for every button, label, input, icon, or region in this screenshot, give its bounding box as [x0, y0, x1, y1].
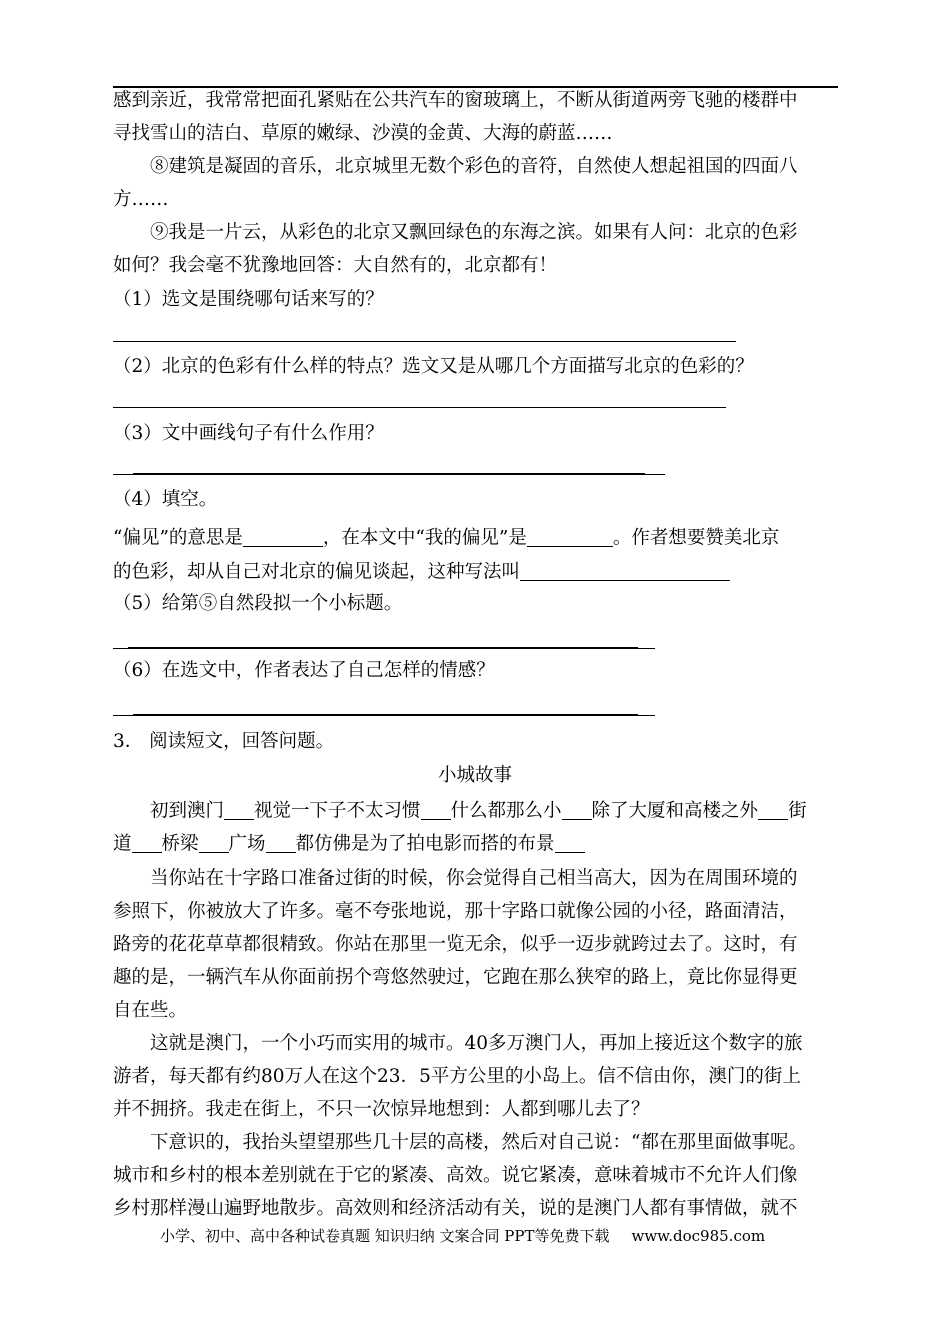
passage-line: 当你站在十字路口准备过街的时候，你会觉得自己相当高大，因为在周围环境的 [150, 868, 798, 889]
punct-blank[interactable] [562, 800, 592, 820]
punct-text: 初到澳门 [150, 800, 225, 822]
passage-line: 并不拥挤。我走在街上，不只一次惊异地想到：人都到哪儿去了？ [113, 1099, 650, 1120]
punct-text: 都仿佛是为了拍电影而搭的布景 [295, 833, 555, 855]
footer-text: 小学、初中、高中各种试卷真题 知识归纳 文案合同 PPT等免费下载 [160, 1227, 610, 1245]
passage-title: 小城故事 [438, 765, 513, 786]
passage-line: ⑧建筑是凝固的音乐，北京城里无数个彩色的音符，自然使人想起祖国的四面八 [150, 156, 798, 177]
passage-line: 路旁的花花草草都很精致。你站在那里一览无余，似乎一迈步就跨过去了。这时，有 [113, 934, 798, 955]
question-5: （5）给第⑤自然段拟一个小标题。 [113, 593, 403, 614]
punctuation-line-1 [150, 800, 807, 821]
footer-url[interactable]: www.doc985.com [631, 1227, 766, 1245]
q4-text-d: 的色彩，却从自己对北京的偏见谈起，这种写法叫 [113, 561, 521, 583]
passage-line: 自在些。 [113, 1000, 188, 1021]
punctuation-line-2 [113, 833, 585, 854]
punct-text: 桥梁 [161, 833, 199, 855]
answer-line-3-underline [133, 473, 645, 475]
punct-blank[interactable] [758, 800, 788, 820]
passage-line: 游者，每天都有约80万人在这个23．5平方公里的小岛上。信不信由你，澳门的街上 [113, 1066, 801, 1087]
passage-line: 寻找雪山的洁白、草原的嫩绿、沙漠的金黄、大海的蔚蓝…… [113, 123, 613, 144]
punct-text: 视觉一下子不太习惯 [254, 800, 421, 822]
question-4-line-2 [113, 561, 730, 582]
answer-line-1[interactable] [113, 341, 736, 342]
passage-line: 参照下，你被放大了许多。毫不夸张地说，那十字路口就像公园的小径，路面清洁， [113, 901, 798, 922]
punct-blank[interactable] [266, 833, 296, 853]
punct-blank[interactable] [132, 833, 162, 853]
q4-text-b: ，在本文中“我的偏见”是 [322, 527, 527, 549]
blank-writing-method[interactable] [520, 561, 730, 581]
passage-line: 这就是澳门，一个小巧而实用的城市。40多万澳门人，再加上接近这个数字的旅 [150, 1033, 803, 1054]
passage-line: 乡村那样漫山遍野地散步。高效则和经济活动有关，说的是澳门人都有事情做，就不 [113, 1198, 798, 1219]
punct-blank[interactable] [199, 833, 229, 853]
punct-blank[interactable] [224, 800, 254, 820]
passage-line: ⑨我是一片云，从彩色的北京又飘回绿色的东海之滨。如果有人问：北京的色彩 [150, 222, 798, 243]
punct-blank[interactable] [555, 833, 585, 853]
question-2: （2）北京的色彩有什么样的特点？选文又是从哪几个方面描写北京的色彩的？ [113, 356, 754, 377]
punct-blank[interactable] [421, 800, 451, 820]
q4-text-a: “偏见”的意思是 [113, 527, 243, 549]
punct-text: 什么都那么小 [450, 800, 562, 822]
punct-text: 广场 [228, 833, 266, 855]
passage-line: 感到亲近，我常常把面孔紧贴在公共汽车的窗玻璃上，不断从街道两旁飞驰的楼群中 [113, 90, 798, 111]
question-3: （3）文中画线句子有什么作用？ [113, 423, 384, 444]
blank-meaning[interactable] [243, 527, 323, 547]
blank-my-bias[interactable] [527, 527, 613, 547]
passage-line: 下意识的，我抬头望望那些几十层的高楼，然后对自己说：“都在那里面做事呢。 [150, 1132, 807, 1153]
punct-text: 街 [788, 800, 807, 822]
passage-line: 城市和乡村的根本差别就在于它的紧凑、高效。说它紧凑，意味着城市不允许人们像 [113, 1165, 798, 1186]
punct-text: 除了大厦和高楼之外 [591, 800, 759, 822]
footer [160, 1229, 765, 1244]
top-rule [113, 86, 838, 88]
answer-line-6-underline [133, 714, 638, 716]
passage-line: 如何？我会毫不犹豫地回答：大自然有的，北京都有！ [113, 255, 558, 276]
question-4: （4）填空。 [113, 489, 218, 510]
question-1: （1）选文是围绕哪句话来写的？ [113, 289, 384, 310]
passage-line: 方…… [113, 189, 169, 210]
answer-line-5-underline [128, 647, 638, 649]
q4-text-c: 。作者想要赞美北京 [612, 527, 780, 549]
question-4-line-1 [113, 527, 779, 548]
section-heading: 3． 阅读短文，回答问题。 [113, 731, 335, 752]
answer-line-2[interactable] [113, 407, 726, 408]
passage-line: 趣的是，一辆汽车从你面前拐个弯悠然驶过，它跑在那么狭窄的路上，竟比你显得更 [113, 967, 798, 988]
question-6: （6）在选文中，作者表达了自己怎样的情感？ [113, 660, 495, 681]
punct-text: 道 [113, 833, 132, 855]
